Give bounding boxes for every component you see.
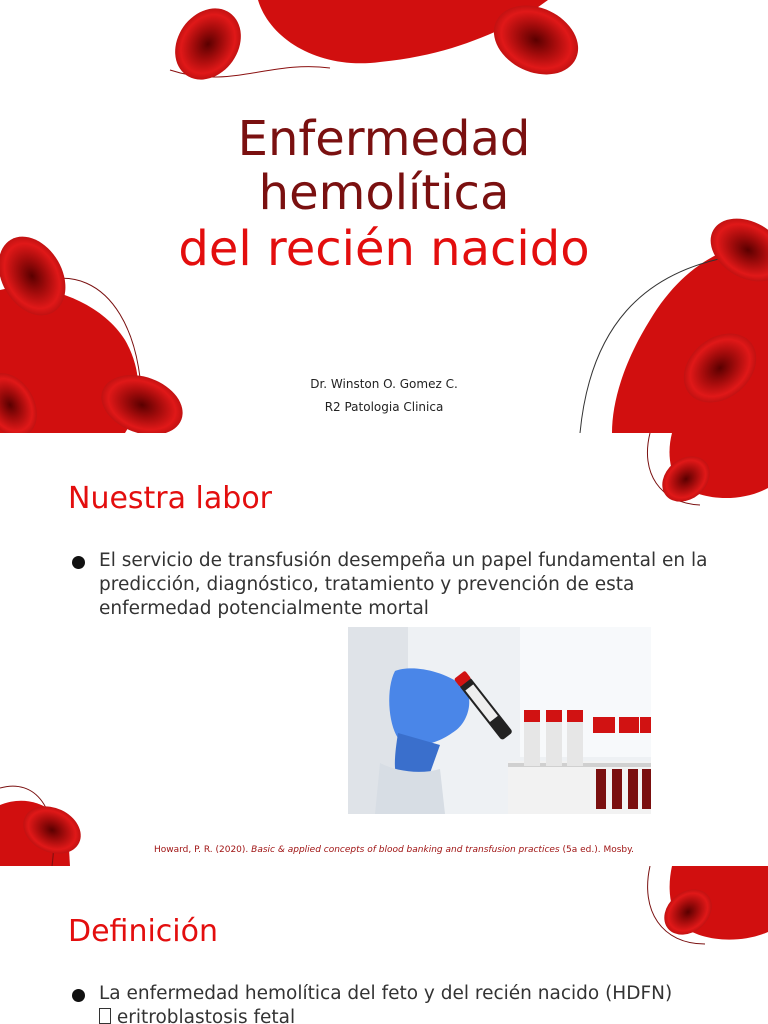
blood-sample-lab-photo — [348, 627, 651, 814]
bullet-text: El servicio de transfusión desempeña un papel fundamental en la predicción, diagnóstico, tratamiento y prevención de esta enfermedad potencialmente mortal — [99, 550, 708, 619]
title-line-1: Enfermedad — [237, 111, 531, 167]
bullet-dot — [72, 989, 85, 1002]
bullet-text — [99, 982, 729, 1024]
section-heading: Definición — [68, 914, 218, 949]
citation-author: Howard, P. R. (2020). — [153, 845, 252, 855]
missing-glyph-icon — [99, 1008, 111, 1024]
definicion-slide — [0, 866, 768, 1024]
citation — [0, 845, 768, 855]
bullet-text-line-2-label: eritroblastosis fetal — [111, 1007, 296, 1024]
author-role: R2 Patologia Clinica — [324, 400, 444, 414]
citation-edition: (5a ed.). Mosby. — [559, 845, 635, 855]
red-blood-cell-icon — [162, 0, 255, 92]
title-line-3: del recién nacido — [178, 221, 590, 277]
nuestra-labor-slide — [0, 433, 768, 866]
bullet-dot — [72, 556, 85, 569]
bullet-text-line-1: La enfermedad hemolítica del feto y del recién nacido (HDFN) — [99, 983, 673, 1004]
citation-title: Basic & applied concepts of blood banking and transfusion practices — [251, 845, 560, 855]
title-line-2: hemolítica — [258, 165, 510, 221]
bullet-text-line-2 — [99, 1006, 729, 1024]
section-heading: Nuestra labor — [68, 481, 273, 516]
title-slide — [0, 0, 768, 433]
author-name: Dr. Winston O. Gomez C. — [310, 377, 458, 391]
